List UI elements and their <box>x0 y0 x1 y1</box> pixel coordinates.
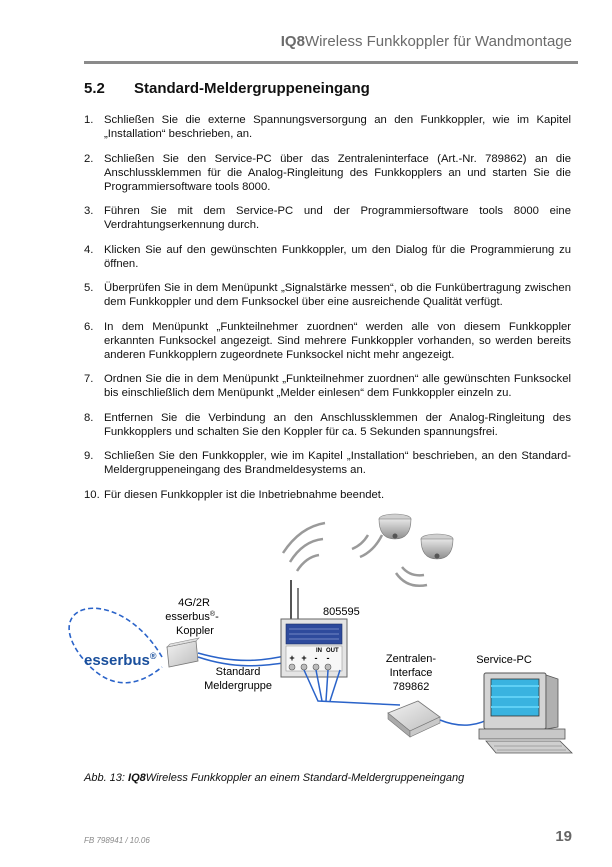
esserbus-loop-line <box>69 608 162 683</box>
list-item <box>84 204 571 232</box>
caption-text: Wireless Funkkoppler an einem Standard-Meldergruppeneingang <box>145 772 465 784</box>
header-title-text: Wireless Funkkoppler für Wandmontage <box>304 33 572 50</box>
step-number: 5. <box>84 282 94 294</box>
terminal-sign: + <box>301 653 307 663</box>
header-rule <box>84 61 578 64</box>
step-number: 6. <box>84 320 94 333</box>
step-text: Schließen Sie den Funkkoppler, wie im Kapitel „Installation“ beschrieben, an den Standard-Meldergruppeneingang des Brandmeldesystems an. <box>104 450 571 476</box>
step-text: Ordnen Sie die in dem Menüpunkt „Funkteilnehmer zuordnen“ alle gewünschten Funksockel bis einschließlich dem Menüpunkt „Melder einlesen“ dem Funkkoppler einzeln zu. <box>104 373 571 399</box>
step-number: 10. <box>84 488 100 501</box>
smoke-detector-icon <box>379 514 411 539</box>
step-number: 2. <box>84 152 94 165</box>
coupler-label-line1: 4G/2R <box>178 597 210 609</box>
terminal-in-label: IN <box>316 648 322 654</box>
service-pc-label: Service-PC <box>476 654 532 666</box>
step-text: Überprüfen Sie in dem Menüpunkt „Signalstärke messen“, ob die Funkübertragung zwischen dem Funkkoppler und dem Funksockel über eine ausreichende Qualität verfügt. <box>104 282 571 308</box>
list-item <box>84 243 571 271</box>
terminal-sign: + <box>289 653 295 663</box>
step-number: 8. <box>84 411 94 424</box>
step-number: 4. <box>84 243 94 256</box>
step-text: Klicken Sie auf den gewünschten Funkkoppler, um den Dialog für die Programmierung zu öffnen. <box>104 243 571 270</box>
step-text: Schließen Sie die externe Spannungsversorgung an den Funkkoppler, wie im Kapitel „Installation“ beschrieben, an. <box>104 114 571 140</box>
list-item <box>84 372 571 400</box>
esserbus-logo: esserbus® <box>84 651 157 669</box>
list-item <box>84 152 571 194</box>
coupler-label-line2: esserbus®- <box>165 611 219 623</box>
article-number-label: 805595 <box>323 606 360 618</box>
interface-label-line3: 789862 <box>392 681 430 693</box>
list-item <box>84 488 571 502</box>
step-text: Führen Sie mit dem Service-PC und der Programmiersoftware tools 8000 eine Verdrahtungserkennung durch. <box>104 205 571 231</box>
smoke-detector-icon <box>421 534 453 559</box>
section-number: 5.2 <box>84 80 105 97</box>
list-item <box>84 113 571 141</box>
terminal-sign: - <box>326 653 330 663</box>
caption-brand: IQ8 <box>128 772 146 784</box>
terminal-sign: - <box>314 653 318 663</box>
header-title <box>281 33 572 50</box>
steps-list <box>84 113 571 512</box>
step-text: Für diesen Funkkoppler ist die Inbetriebnahme beendet. <box>104 488 385 501</box>
caption-prefix: Abb. 13: <box>84 772 129 784</box>
service-pc-icon <box>479 673 572 753</box>
interface-label-line2: Interface <box>389 667 433 679</box>
step-text: Entfernen Sie die Verbindung an den Anschlussklemmen der Analog-Ringleitung des Funkkopplers und schalten Sie den Koppler für ca. 5 Sekunden spannungsfrei. <box>104 411 571 438</box>
esserbus-coupler-device <box>167 638 199 667</box>
standard-label-line2: Meldergruppe <box>204 680 272 692</box>
coupler-label-line3: Koppler <box>176 625 214 637</box>
step-text: Schließen Sie den Service-PC über das Zentraleninterface (Art.-Nr. 789862) an die Anschlussklemmen für die Analog-Ringleitung des Funkkopplers an und starten Sie die Programmiersoftware tools 8000. <box>104 152 571 193</box>
document-reference: FB 798941 / 10.06 <box>84 836 150 845</box>
central-interface-device <box>388 701 440 737</box>
figure-caption <box>84 772 464 784</box>
header-brand: IQ8 <box>280 33 305 50</box>
standard-label-line1: Standard <box>215 666 261 678</box>
wiring-diagram <box>0 505 612 765</box>
standard-group-wire <box>198 653 290 660</box>
interface-label-line1: Zentralen- <box>385 653 437 665</box>
list-item <box>84 281 571 309</box>
list-item <box>84 449 571 477</box>
page-number: 19 <box>555 828 572 845</box>
section-title: Standard-Meldergruppeneingang <box>134 80 370 97</box>
section-heading <box>84 80 370 97</box>
step-number: 3. <box>84 205 94 217</box>
step-number: 9. <box>84 450 94 462</box>
step-text: In dem Menüpunkt „Funkteilnehmer zuordnen“ werden alle von diesem Funkkoppler erkannten Funksockel angezeigt. Sind mehrere Funkkoppler vorhanden, so werden bereits anderen Funkkopplern zugeordnete Funksockel nicht mehr angezeigt. <box>104 320 571 361</box>
step-number: 1. <box>84 114 94 126</box>
list-item <box>84 411 571 439</box>
list-item <box>84 320 571 362</box>
terminal-out-label: OUT <box>326 648 339 654</box>
step-number: 7. <box>84 373 94 385</box>
